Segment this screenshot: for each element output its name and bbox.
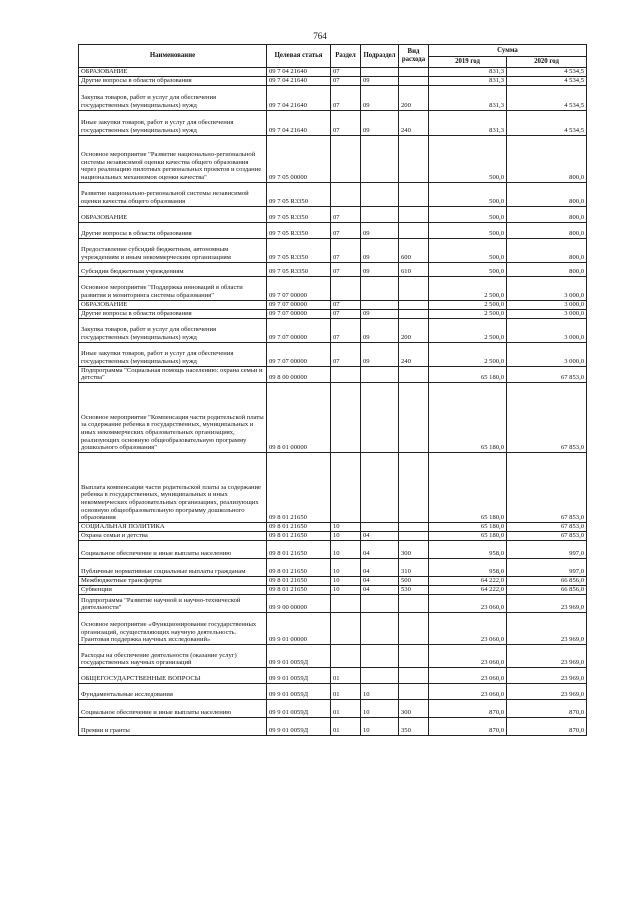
- cell-y20: 66 856,0: [507, 585, 587, 594]
- cell-code: 09 7 07 00000: [267, 318, 331, 342]
- cell-name: Социальное обеспечение и иные выплаты населению: [79, 699, 267, 717]
- cell-vid: 500: [399, 576, 429, 585]
- cell-podr: [361, 366, 399, 382]
- cell-podr: 09: [361, 110, 399, 135]
- cell-podr: [361, 300, 399, 309]
- cell-code: 09 8 01 21650: [267, 522, 331, 531]
- cell-razdel: 10: [331, 522, 361, 531]
- header-code: Целевая статья: [267, 45, 331, 68]
- table-row: [79, 342, 587, 366]
- cell-name: Социальное обеспечение и иные выплаты населению: [79, 540, 267, 558]
- cell-y20: 67 853,0: [507, 366, 587, 382]
- cell-y19: 958,0: [429, 540, 507, 558]
- cell-y19: 831,3: [429, 85, 507, 110]
- cell-y19: 65 180,0: [429, 366, 507, 382]
- cell-y20: 800,0: [507, 135, 587, 182]
- cell-y19: 64 222,0: [429, 576, 507, 585]
- cell-vid: 300: [399, 540, 429, 558]
- cell-vid: [399, 182, 429, 206]
- cell-razdel: [331, 644, 361, 667]
- table-row: [79, 644, 587, 667]
- table-body: [79, 68, 587, 736]
- cell-y19: 831,3: [429, 110, 507, 135]
- cell-vid: [399, 309, 429, 318]
- cell-y19: 2 500,0: [429, 276, 507, 300]
- table-row: [79, 683, 587, 699]
- cell-name: Выплата компенсации части родительской платы за содержание ребенка в государственных, муниципальных и иных некоммерческих образовательных организациях, реализующих основную общеобразовательную программу дошкольного образования: [79, 452, 267, 522]
- cell-podr: [361, 206, 399, 222]
- table-row: [79, 222, 587, 238]
- cell-vid: 240: [399, 342, 429, 366]
- cell-code: 09 9 01 0059Д: [267, 644, 331, 667]
- cell-y19: 958,0: [429, 558, 507, 576]
- cell-vid: [399, 644, 429, 667]
- table-row: [79, 309, 587, 318]
- cell-y19: 870,0: [429, 717, 507, 735]
- cell-code: 09 8 01 21650: [267, 558, 331, 576]
- cell-podr: [361, 667, 399, 683]
- cell-podr: 09: [361, 318, 399, 342]
- cell-razdel: 10: [331, 531, 361, 540]
- cell-razdel: 07: [331, 300, 361, 309]
- cell-name: Премии и гранты: [79, 717, 267, 735]
- cell-podr: [361, 644, 399, 667]
- cell-y20: 4 534,5: [507, 76, 587, 85]
- cell-podr: 04: [361, 576, 399, 585]
- cell-vid: 530: [399, 585, 429, 594]
- cell-y19: 831,3: [429, 68, 507, 77]
- cell-code: 09 8 01 21650: [267, 576, 331, 585]
- cell-razdel: 10: [331, 585, 361, 594]
- cell-razdel: 07: [331, 222, 361, 238]
- cell-y20: 870,0: [507, 717, 587, 735]
- cell-vid: [399, 452, 429, 522]
- cell-code: 09 7 04 21640: [267, 68, 331, 77]
- cell-podr: [361, 594, 399, 612]
- cell-vid: [399, 366, 429, 382]
- table-row: [79, 300, 587, 309]
- cell-y20: 23 969,0: [507, 594, 587, 612]
- cell-y19: 65 180,0: [429, 531, 507, 540]
- cell-razdel: 07: [331, 238, 361, 262]
- cell-y20: 3 000,0: [507, 300, 587, 309]
- cell-y19: 500,0: [429, 135, 507, 182]
- cell-name: Межбюджетные трансферты: [79, 576, 267, 585]
- cell-podr: 10: [361, 683, 399, 699]
- cell-code: 09 7 05 R3350: [267, 238, 331, 262]
- cell-razdel: 01: [331, 683, 361, 699]
- cell-y20: 800,0: [507, 182, 587, 206]
- cell-podr: 09: [361, 85, 399, 110]
- cell-vid: 200: [399, 85, 429, 110]
- header-razdel: Раздел: [331, 45, 361, 68]
- cell-razdel: [331, 182, 361, 206]
- cell-name: Подпрограмма "Развитие научной и научно-технической деятельности": [79, 594, 267, 612]
- table-row: [79, 612, 587, 644]
- cell-podr: 09: [361, 222, 399, 238]
- cell-name: Основное мероприятие "Компенсация части родительской платы за содержание ребенка в государственных, муниципальных и иных некоммерческих образовательных организациях, реализующих основную общеобразовательную программу дошкольного образования": [79, 382, 267, 452]
- cell-y20: 4 534,5: [507, 110, 587, 135]
- cell-y20: 870,0: [507, 699, 587, 717]
- cell-name: ОБРАЗОВАНИЕ: [79, 206, 267, 222]
- cell-name: Основное мероприятие «Функционирование государственных организаций, осуществляющих научную деятельность. Грантовая поддержка научных исследований»: [79, 612, 267, 644]
- cell-podr: [361, 276, 399, 300]
- cell-podr: 10: [361, 699, 399, 717]
- cell-razdel: 07: [331, 262, 361, 276]
- cell-vid: [399, 667, 429, 683]
- cell-name: Охрана семьи и детства: [79, 531, 267, 540]
- cell-name: Закупка товаров, работ и услуг для обеспечения государственных (муниципальных) нужд: [79, 85, 267, 110]
- cell-razdel: 07: [331, 206, 361, 222]
- cell-name: Основное мероприятие "Поддержка инноваций в области развития и мониторинга системы образования": [79, 276, 267, 300]
- cell-y19: 23 060,0: [429, 644, 507, 667]
- cell-y20: 800,0: [507, 206, 587, 222]
- cell-y20: 67 853,0: [507, 382, 587, 452]
- cell-razdel: 07: [331, 76, 361, 85]
- table-row: [79, 135, 587, 182]
- cell-code: 09 8 01 21650: [267, 531, 331, 540]
- cell-razdel: 07: [331, 309, 361, 318]
- cell-code: 09 8 01 21650: [267, 585, 331, 594]
- cell-vid: 200: [399, 318, 429, 342]
- cell-podr: 10: [361, 717, 399, 735]
- cell-code: 09 7 07 00000: [267, 276, 331, 300]
- cell-y19: 2 500,0: [429, 318, 507, 342]
- cell-y19: 2 500,0: [429, 309, 507, 318]
- cell-podr: 04: [361, 558, 399, 576]
- table-row: [79, 318, 587, 342]
- cell-podr: [361, 382, 399, 452]
- table-row: [79, 68, 587, 77]
- cell-vid: [399, 522, 429, 531]
- cell-name: ОБРАЗОВАНИЕ: [79, 300, 267, 309]
- cell-y19: 65 180,0: [429, 382, 507, 452]
- cell-podr: [361, 182, 399, 206]
- cell-razdel: [331, 612, 361, 644]
- cell-code: 09 7 07 00000: [267, 309, 331, 318]
- cell-vid: [399, 300, 429, 309]
- cell-razdel: 01: [331, 717, 361, 735]
- cell-code: 09 9 01 0059Д: [267, 683, 331, 699]
- cell-code: 09 9 00 00000: [267, 594, 331, 612]
- cell-code: 09 9 01 00000: [267, 612, 331, 644]
- cell-y19: 64 222,0: [429, 585, 507, 594]
- cell-y20: 67 853,0: [507, 452, 587, 522]
- cell-vid: 310: [399, 558, 429, 576]
- cell-y19: 870,0: [429, 699, 507, 717]
- cell-y20: 23 969,0: [507, 644, 587, 667]
- table-row: [79, 85, 587, 110]
- cell-name: Подпрограмма "Социальная помощь населению: охрана семьи и детства": [79, 366, 267, 382]
- cell-name: Иные закупки товаров, работ и услуг для обеспечения государственных (муниципальных) нужд: [79, 342, 267, 366]
- header-name: Наименование: [79, 45, 267, 68]
- cell-name: Субвенции: [79, 585, 267, 594]
- cell-y20: 3 000,0: [507, 309, 587, 318]
- table-row: [79, 522, 587, 531]
- cell-code: 09 7 05 R3350: [267, 206, 331, 222]
- cell-code: 09 7 05 R3350: [267, 222, 331, 238]
- table-row: [79, 182, 587, 206]
- cell-vid: 300: [399, 699, 429, 717]
- cell-razdel: [331, 276, 361, 300]
- cell-y20: 800,0: [507, 238, 587, 262]
- cell-razdel: 10: [331, 558, 361, 576]
- cell-y20: 3 000,0: [507, 276, 587, 300]
- cell-code: 09 7 07 00000: [267, 342, 331, 366]
- cell-code: 09 8 01 21650: [267, 452, 331, 522]
- cell-y20: 23 969,0: [507, 683, 587, 699]
- cell-podr: 09: [361, 342, 399, 366]
- cell-name: Субсидии бюджетным учреждениям: [79, 262, 267, 276]
- table-row: [79, 276, 587, 300]
- cell-code: 09 8 01 00000: [267, 382, 331, 452]
- cell-podr: 04: [361, 585, 399, 594]
- table-row: [79, 366, 587, 382]
- cell-podr: [361, 68, 399, 77]
- cell-y20: 997,0: [507, 540, 587, 558]
- table-row: [79, 558, 587, 576]
- table-row: [79, 206, 587, 222]
- cell-podr: 04: [361, 540, 399, 558]
- cell-name: СОЦИАЛЬНАЯ ПОЛИТИКА: [79, 522, 267, 531]
- cell-name: Расходы на обеспечение деятельности (оказание услуг) государственных научных организаций: [79, 644, 267, 667]
- table-row: [79, 382, 587, 452]
- cell-y19: 23 060,0: [429, 594, 507, 612]
- table-row: [79, 262, 587, 276]
- cell-name: Другие вопросы в области образования: [79, 309, 267, 318]
- cell-code: 09 7 05 00000: [267, 135, 331, 182]
- cell-vid: [399, 382, 429, 452]
- cell-razdel: 07: [331, 85, 361, 110]
- table-row: [79, 576, 587, 585]
- cell-razdel: 01: [331, 667, 361, 683]
- table-row: [79, 452, 587, 522]
- cell-vid: 240: [399, 110, 429, 135]
- cell-razdel: [331, 594, 361, 612]
- cell-y20: 3 000,0: [507, 318, 587, 342]
- page-number: 764: [313, 31, 327, 41]
- table-row: [79, 699, 587, 717]
- cell-podr: [361, 135, 399, 182]
- cell-code: 09 8 01 21650: [267, 540, 331, 558]
- cell-y20: 23 969,0: [507, 667, 587, 683]
- cell-y19: 500,0: [429, 238, 507, 262]
- cell-y19: 500,0: [429, 222, 507, 238]
- cell-name: Другие вопросы в области образования: [79, 76, 267, 85]
- cell-y20: 67 853,0: [507, 522, 587, 531]
- cell-y19: 2 500,0: [429, 342, 507, 366]
- cell-vid: [399, 68, 429, 77]
- cell-vid: [399, 276, 429, 300]
- cell-y20: 23 969,0: [507, 612, 587, 644]
- cell-y19: 65 180,0: [429, 522, 507, 531]
- cell-code: 09 9 01 0059Д: [267, 667, 331, 683]
- cell-y20: 67 853,0: [507, 531, 587, 540]
- cell-y19: 831,3: [429, 76, 507, 85]
- budget-table: [78, 44, 587, 736]
- cell-razdel: [331, 135, 361, 182]
- cell-code: 09 7 04 21640: [267, 110, 331, 135]
- cell-vid: [399, 531, 429, 540]
- cell-code: 09 9 01 0059Д: [267, 699, 331, 717]
- cell-y19: 500,0: [429, 206, 507, 222]
- header-podrazdel: Подраздел: [361, 45, 399, 68]
- cell-y20: 800,0: [507, 222, 587, 238]
- cell-vid: [399, 135, 429, 182]
- cell-podr: [361, 612, 399, 644]
- cell-y19: 65 180,0: [429, 452, 507, 522]
- table-row: [79, 110, 587, 135]
- cell-y19: 2 500,0: [429, 300, 507, 309]
- cell-razdel: 10: [331, 540, 361, 558]
- table-row: [79, 585, 587, 594]
- cell-podr: 09: [361, 76, 399, 85]
- cell-code: 09 7 04 21640: [267, 85, 331, 110]
- cell-podr: 09: [361, 238, 399, 262]
- cell-y20: 66 856,0: [507, 576, 587, 585]
- cell-name: Закупка товаров, работ и услуг для обеспечения государственных (муниципальных) нужд: [79, 318, 267, 342]
- cell-y19: 23 060,0: [429, 667, 507, 683]
- cell-y20: 4 534,5: [507, 85, 587, 110]
- cell-podr: [361, 452, 399, 522]
- cell-y19: 23 060,0: [429, 612, 507, 644]
- table-row: [79, 238, 587, 262]
- cell-name: Другие вопросы в области образования: [79, 222, 267, 238]
- cell-vid: [399, 206, 429, 222]
- cell-code: 09 8 00 00000: [267, 366, 331, 382]
- cell-razdel: [331, 452, 361, 522]
- cell-razdel: 07: [331, 110, 361, 135]
- cell-vid: [399, 222, 429, 238]
- table-row: [79, 531, 587, 540]
- cell-name: Иные закупки товаров, работ и услуг для обеспечения государственных (муниципальных) нужд: [79, 110, 267, 135]
- cell-razdel: 01: [331, 699, 361, 717]
- cell-y19: 23 060,0: [429, 683, 507, 699]
- cell-vid: 610: [399, 262, 429, 276]
- cell-y19: 500,0: [429, 262, 507, 276]
- cell-code: 09 7 05 R3350: [267, 262, 331, 276]
- cell-vid: 600: [399, 238, 429, 262]
- cell-vid: [399, 76, 429, 85]
- cell-y20: 4 534,5: [507, 68, 587, 77]
- table-row: [79, 594, 587, 612]
- cell-y19: 500,0: [429, 182, 507, 206]
- cell-y20: 800,0: [507, 262, 587, 276]
- cell-name: Предоставление субсидий бюджетным, автономным учреждениям и иным некоммерческим организациям: [79, 238, 267, 262]
- cell-name: ОБЩЕГОСУДАРСТВЕННЫЕ ВОПРОСЫ: [79, 667, 267, 683]
- cell-y20: 997,0: [507, 558, 587, 576]
- cell-podr: 09: [361, 309, 399, 318]
- cell-vid: 350: [399, 717, 429, 735]
- cell-name: Публичные нормативные социальные выплаты гражданам: [79, 558, 267, 576]
- cell-code: 09 7 07 00000: [267, 300, 331, 309]
- cell-name: Основное мероприятие "Развитие национально-региональной системы независимой оценки качества общего образования через реализацию пилотных региональных проектов и создание национальных механизмов оценки качества": [79, 135, 267, 182]
- table-row: [79, 717, 587, 735]
- cell-code: 09 7 05 R3350: [267, 182, 331, 206]
- cell-vid: [399, 683, 429, 699]
- header-2019: 2019 год: [429, 57, 507, 68]
- cell-razdel: [331, 382, 361, 452]
- cell-vid: [399, 612, 429, 644]
- table-row: [79, 76, 587, 85]
- cell-podr: 04: [361, 531, 399, 540]
- cell-code: 09 7 04 21640: [267, 76, 331, 85]
- cell-code: 09 9 01 0059Д: [267, 717, 331, 735]
- cell-name: Фундаментальные исследования: [79, 683, 267, 699]
- cell-name: Развитие национально-региональной системы независимой оценки качества общего образования: [79, 182, 267, 206]
- header-vid: Вид расхода: [399, 45, 429, 68]
- cell-vid: [399, 594, 429, 612]
- cell-razdel: 07: [331, 342, 361, 366]
- cell-razdel: 07: [331, 318, 361, 342]
- table-row: [79, 667, 587, 683]
- header-2020: 2020 год: [507, 57, 587, 68]
- cell-razdel: 07: [331, 68, 361, 77]
- cell-razdel: 10: [331, 576, 361, 585]
- cell-podr: [361, 522, 399, 531]
- cell-y20: 3 000,0: [507, 342, 587, 366]
- cell-podr: 09: [361, 262, 399, 276]
- cell-razdel: [331, 366, 361, 382]
- cell-name: ОБРАЗОВАНИЕ: [79, 68, 267, 77]
- header-summa: Сумма: [429, 45, 587, 57]
- table-row: [79, 540, 587, 558]
